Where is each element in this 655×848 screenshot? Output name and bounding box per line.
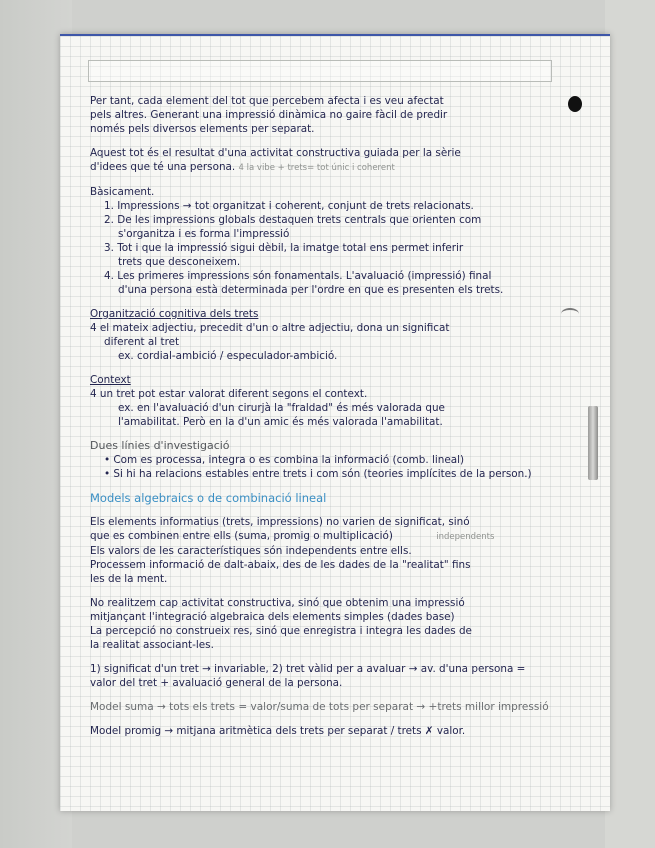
paragraph-models-1: [90, 515, 565, 586]
paragraph-models-3: [90, 662, 565, 690]
list-item-continuation: d'una persona està determinada per l'ordre en que es presenten els trets.: [118, 284, 504, 296]
section-linies: [90, 439, 565, 481]
punch-hole: [568, 96, 582, 112]
example-line: ex. cordial-ambició / especulador-ambició.: [118, 350, 338, 362]
list-item-continuation: s'organitza i es forma l'impressió: [118, 228, 290, 240]
text-line: 4 el mateix adjectiu, precedit d'un o altre adjectiu, dona un significat: [90, 322, 450, 334]
text-line: Aquest tot és el resultat d'una activitat constructiva guiada per la sèrie: [90, 147, 461, 159]
text-line: les de la ment.: [90, 573, 168, 585]
text-line: No realitzem cap activitat constructiva, sinó que obtenim una impressió: [90, 597, 465, 609]
paragraph-constructive: [90, 146, 565, 175]
text-line: diferent al tret: [104, 336, 180, 348]
list-item: 3. Tot i que la impressió sigui dèbil, la imatge total ens permet inferir: [104, 242, 464, 254]
paragraph-intro: [90, 94, 565, 136]
paragraph-models-2: [90, 596, 565, 652]
text-line: Per tant, cada element del tot que percebem afecta i es veu afectat: [90, 95, 444, 107]
section-heading: Context: [90, 374, 131, 386]
binder-clip: [588, 406, 598, 480]
text-line: Els valors de les característiques són independents entre ells.: [90, 545, 412, 557]
list-item: 2. De les impressions globals destaquen trets centrals que orienten com: [104, 214, 482, 226]
pencil-note: independents: [436, 532, 495, 542]
desk-background-right: [605, 0, 655, 848]
example-line: ex. en l'avaluació d'un cirurjà la "fraldad" és més valorada que: [118, 402, 445, 414]
section-organitzacio: [90, 307, 565, 363]
text-span: que es combinen entre ells (suma, promig o multiplicació): [90, 530, 393, 542]
text-line: valor del tret + avaluació general de la persona.: [90, 677, 343, 689]
section-basicament: [90, 185, 565, 297]
text-line: 4 un tret pot estar valorat diferent segons el context.: [90, 388, 368, 400]
text-line: Processem informació de dalt-abaix, des de les dades de la "realitat" fins: [90, 559, 471, 571]
model-promig: [90, 724, 565, 738]
section-context: [90, 373, 565, 429]
text-line: [90, 529, 565, 544]
model-suma: [90, 700, 565, 714]
text-line: Els elements informatius (trets, impressions) no varien de significat, sinó: [90, 516, 470, 528]
text-line: La percepció no construeix res, sinó que enregistra i integra les dades de: [90, 625, 472, 637]
text-line: pels altres. Generant una impressió dinàmica no gaire fàcil de predir: [90, 109, 448, 121]
text-line: Model suma → tots els trets = valor/suma de tots per separat → +trets millor impressió: [90, 701, 549, 713]
text-line: [90, 160, 565, 175]
text-span: d'idees que té una persona.: [90, 161, 236, 173]
list-item: 1. Impressions → tot organitzat i coherent, conjunt de trets relacionats.: [104, 200, 474, 212]
list-item-continuation: trets que desconeixem.: [118, 256, 241, 268]
text-line: la realitat associant-les.: [90, 639, 214, 651]
section-heading: Organització cognitiva dels trets: [90, 308, 259, 320]
section-heading-models: Models algebraics o de combinació lineal: [90, 491, 327, 505]
handwritten-notes: [90, 94, 565, 748]
text-line: només pels diversos elements per separat.: [90, 123, 315, 135]
bullet-item: • Com es processa, integra o es combina la informació (comb. lineal): [104, 454, 465, 466]
header-box: [88, 60, 552, 82]
section-heading: Dues línies d'investigació: [90, 439, 230, 452]
text-line: mitjançant l'integració algebraica dels elements simples (dades base): [90, 611, 455, 623]
list-item: 4. Les primeres impressions són fonamentals. L'avaluació (impressió) final: [104, 270, 492, 282]
bullet-item: • Si hi ha relacions estables entre trets i com són (teories implícites de la person.): [104, 468, 532, 480]
text-line: Model promig → mitjana aritmètica dels trets per separat / trets ✗ valor.: [90, 725, 466, 737]
pencil-note: 4 la vibe + trets= tot únic i coherent: [238, 163, 395, 173]
section-heading: Bàsicament.: [90, 186, 155, 198]
example-line: l'amabilitat. Però en la d'un amic és més valorada l'amabilitat.: [118, 416, 443, 428]
notebook-page: [60, 34, 610, 811]
text-line: 1) significat d'un tret → invariable, 2) tret vàlid per a avaluar → av. d'una persona =: [90, 663, 526, 675]
